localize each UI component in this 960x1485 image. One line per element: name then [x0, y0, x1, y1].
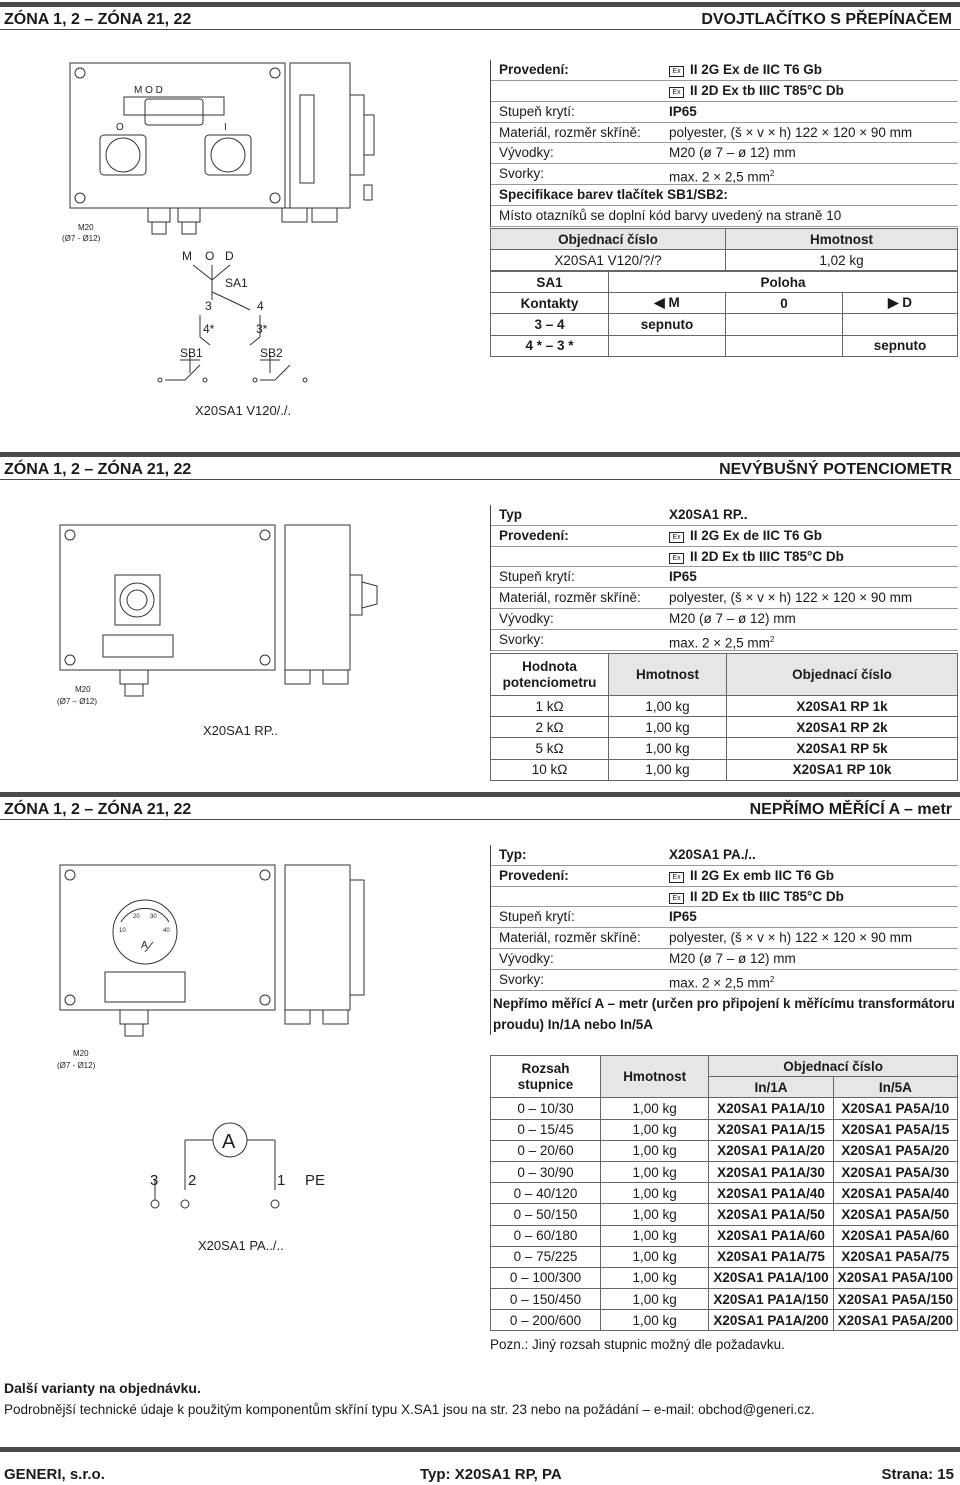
th-value-b: potenciometru: [502, 674, 597, 690]
more-variants: Další varianty na objednávku.: [4, 1380, 201, 1396]
svo-value: max. 2 × 2,5 mm: [669, 975, 770, 991]
sch-4s: 4*: [203, 322, 215, 336]
th-value-a: Hodnota: [522, 658, 577, 674]
pos-m: M: [668, 295, 680, 311]
dual-button-drawing: [60, 55, 480, 435]
table-cell: 1,00 kg: [601, 1225, 709, 1246]
meter-letter: A: [141, 940, 148, 951]
table-cell: 1,00 kg: [601, 1183, 709, 1204]
th-1a: In/1A: [709, 1077, 833, 1098]
vyv-key: Vývodky:: [499, 145, 554, 161]
scale-40: 40: [163, 928, 170, 934]
provedeni-v1: II 2G Ex de IIC T6 Gb: [690, 527, 823, 543]
provedeni-v1: II 2G Ex emb IIC T6 Gb: [690, 867, 835, 883]
table-row: [491, 1267, 958, 1288]
page-footer: [0, 1447, 960, 1485]
vyv-key: Vývodky:: [499, 950, 554, 966]
company-name: GENERI, s.r.o.: [4, 1466, 105, 1483]
typ-value: X20SA1 PA./..: [669, 847, 756, 862]
table-cell: X20SA1 PA5A/50: [833, 1204, 957, 1225]
table-cell: X20SA1 PA5A/30: [833, 1161, 957, 1182]
svo-sup: 2: [769, 169, 775, 179]
pos-o: O: [116, 122, 124, 133]
provedeni-key: Provedení:: [499, 62, 569, 77]
provedeni-key: Provedení:: [499, 867, 569, 883]
pos-r1: 3 – 4: [491, 314, 609, 335]
ammeter-table-note: Pozn.: Jiný rozsah stupnic možný dle požadavku.: [490, 1337, 785, 1352]
position-table: [490, 271, 958, 357]
ip-value: IP65: [669, 103, 697, 119]
table-cell: 1,00 kg: [601, 1267, 709, 1288]
table-row: [491, 1289, 958, 1310]
table-cell: 1 kΩ: [491, 696, 609, 717]
circuit-a: A: [222, 1131, 236, 1153]
svo-key: Svorky:: [499, 971, 545, 987]
mat-value: polyester, (š × v × h) 122 × 120 × 90 mm: [669, 590, 913, 606]
section-title: NEPŘÍMO MĚŘÍCÍ A – metr: [749, 801, 952, 818]
sch-3: 3: [205, 299, 212, 313]
table-cell: X20SA1 PA1A/50: [709, 1204, 833, 1225]
table-cell: X20SA1 PA1A/100: [709, 1267, 833, 1288]
zone-label: ZÓNA 1, 2 – ZÓNA 21, 22: [4, 11, 192, 28]
table-cell: 10 kΩ: [491, 759, 609, 780]
th-range-b: stupnice: [517, 1076, 574, 1092]
pos-d: D: [902, 295, 912, 311]
table-cell: X20SA1 PA1A/15: [709, 1119, 833, 1140]
spec-block-1: [490, 60, 958, 227]
table-cell: X20SA1 RP 2k: [727, 717, 958, 738]
table-cell: 1,00 kg: [601, 1098, 709, 1119]
mat-value: polyester, (š × v × h) 122 × 120 × 90 mm: [669, 124, 913, 140]
pos-i: I: [224, 122, 227, 133]
provedeni-v2: II 2D Ex tb IIIC T85°C Db: [690, 83, 844, 98]
vyv-key: Vývodky:: [499, 610, 554, 626]
provedeni-v2: II 2D Ex tb IIIC T85°C Db: [690, 548, 844, 564]
pos-sa1: SA1: [491, 272, 609, 293]
pos-kontakty: Kontakty: [491, 293, 609, 314]
table-row: [491, 1161, 958, 1182]
circuit-3: 3: [150, 1172, 159, 1189]
table-cell: 1,00 kg: [609, 738, 727, 759]
table-row: [491, 1246, 958, 1267]
table-cell: X20SA1 PA1A/200: [709, 1310, 833, 1331]
gland-dia: (Ø7 - Ø12): [57, 1061, 96, 1070]
table-cell: 0 – 15/45: [491, 1119, 601, 1140]
ip-key: Stupeň krytí:: [499, 909, 575, 925]
ip-key: Stupeň krytí:: [499, 103, 575, 119]
svo-key: Svorky:: [499, 631, 545, 647]
table-cell: X20SA1 PA1A/30: [709, 1161, 833, 1182]
mat-key: Materiál, rozměr skříně:: [499, 930, 641, 946]
zone-label: ZÓNA 1, 2 – ZÓNA 21, 22: [4, 801, 192, 818]
th-weight: Hmotnost: [601, 1056, 709, 1098]
table-cell: X20SA1 PA5A/20: [833, 1140, 957, 1161]
table-cell: 0 – 75/225: [491, 1246, 601, 1267]
ammeter-note: Nepřímo měřící A – metr (určen pro připojení k měřícímu transformátoru proudu) In/1A nebo In/5A: [493, 995, 955, 1032]
table-cell: 0 – 10/30: [491, 1098, 601, 1119]
typ-key: Typ: [499, 507, 522, 522]
table-cell: X20SA1 PA1A/20: [709, 1140, 833, 1161]
gland-label: M20: [73, 1049, 89, 1058]
table-row: [491, 717, 958, 738]
table-cell: X20SA1 RP 10k: [727, 759, 958, 780]
order-weight: 1,02 kg: [726, 250, 958, 271]
pos-zero: 0: [726, 293, 843, 314]
table-row: [491, 1183, 958, 1204]
scale-20: 20: [133, 914, 140, 920]
scale-30: 30: [150, 914, 157, 920]
colour-spec-title: Specifikace barev tlačítek SB1/SB2:: [491, 185, 958, 206]
sch-3s: 3*: [256, 322, 268, 336]
sch-sa1: SA1: [225, 276, 248, 290]
table-row: [491, 1098, 958, 1119]
table-cell: X20SA1 PA5A/10: [833, 1098, 957, 1119]
table-cell: X20SA1 PA5A/100: [833, 1267, 957, 1288]
circuit-2: 2: [188, 1172, 197, 1189]
table-cell: X20SA1 PA1A/150: [709, 1289, 833, 1310]
table-cell: 1,00 kg: [601, 1204, 709, 1225]
sch-sb1: SB1: [180, 346, 203, 360]
th-order: Objednací číslo: [491, 229, 726, 250]
sch-o: O: [205, 249, 215, 263]
ammeter-drawing: [55, 860, 475, 1260]
colour-spec-note: Místo otazníků se doplní kód barvy uvedený na straně 10: [491, 206, 958, 227]
footer-type: Typ: X20SA1 RP, PA: [420, 1466, 562, 1483]
typ-value: X20SA1 RP..: [669, 507, 748, 522]
sch-sb2: SB2: [260, 346, 283, 360]
vyv-value: M20 (ø 7 – ø 12) mm: [669, 610, 796, 626]
typ-key: Typ:: [499, 847, 527, 862]
section-header-1: [0, 2, 960, 30]
ammeter-table: [490, 1055, 958, 1331]
table-cell: 0 – 150/450: [491, 1289, 601, 1310]
table-cell: 1,00 kg: [609, 696, 727, 717]
table-cell: X20SA1 PA5A/15: [833, 1119, 957, 1140]
order-table-1: [490, 228, 958, 271]
table-cell: 1,00 kg: [601, 1310, 709, 1331]
mat-value: polyester, (š × v × h) 122 × 120 × 90 mm: [669, 930, 913, 946]
gland-label: M20: [78, 223, 94, 232]
gland-label: M20: [75, 685, 91, 694]
mat-key: Materiál, rozměr skříně:: [499, 124, 641, 140]
ex-hexagon-icon: Ex: [669, 553, 684, 564]
ex-hexagon-icon: Ex: [669, 532, 684, 543]
ip-key: Stupeň krytí:: [499, 569, 575, 585]
table-cell: X20SA1 PA1A/75: [709, 1246, 833, 1267]
table-cell: X20SA1 PA5A/75: [833, 1246, 957, 1267]
table-cell: 0 – 200/600: [491, 1310, 601, 1331]
table-cell: X20SA1 PA5A/60: [833, 1225, 957, 1246]
table-cell: 1,00 kg: [609, 717, 727, 738]
order-code: X20SA1 V120/?/?: [491, 250, 726, 271]
ip-value: IP65: [669, 909, 697, 925]
vyv-value: M20 (ø 7 – ø 12) mm: [669, 145, 796, 161]
th-5a: In/5A: [833, 1077, 957, 1098]
sch-d: D: [225, 249, 234, 263]
th-weight: Hmotnost: [609, 654, 727, 696]
table-cell: 0 – 50/150: [491, 1204, 601, 1225]
arrow-left-icon: ◀: [654, 295, 665, 311]
page-number: Strana: 15: [881, 1466, 954, 1483]
table-cell: 1,00 kg: [609, 759, 727, 780]
table-cell: X20SA1 PA5A/200: [833, 1310, 957, 1331]
table-cell: 0 – 30/90: [491, 1161, 601, 1182]
ex-hexagon-icon: Ex: [669, 87, 684, 98]
footer-info: Podrobnější technické údaje k použitým komponentům skříní typu X.SA1 jsou na str. 23 nebo na požádání – e-mail: obchod@generi.cz.: [4, 1402, 815, 1417]
table-cell: 0 – 100/300: [491, 1267, 601, 1288]
drawing-label: X20SA1 PA../..: [198, 1238, 284, 1253]
section-header-2: [0, 452, 960, 480]
switch-positions: M O D: [134, 85, 163, 96]
table-row: [491, 696, 958, 717]
scale-10: 10: [119, 928, 126, 934]
svo-sup: 2: [769, 634, 775, 644]
table-cell: 0 – 60/180: [491, 1225, 601, 1246]
table-cell: 5 kΩ: [491, 738, 609, 759]
table-row: [491, 1119, 958, 1140]
gland-dia: (Ø7 - Ø12): [62, 234, 101, 243]
section-title: DVOJTLAČÍTKO S PŘEPÍNAČEM: [701, 11, 952, 28]
drawing-label: X20SA1 RP..: [203, 723, 278, 738]
arrow-right-icon: ▶: [888, 295, 899, 311]
table-cell: X20SA1 PA1A/10: [709, 1098, 833, 1119]
table-row: [491, 1225, 958, 1246]
circuit-pe: PE: [305, 1172, 326, 1189]
svo-key: Svorky:: [499, 166, 545, 182]
table-cell: X20SA1 RP 5k: [727, 738, 958, 759]
table-cell: X20SA1 PA5A/150: [833, 1289, 957, 1310]
pos-poloha: Poloha: [609, 272, 958, 293]
vyv-value: M20 (ø 7 – ø 12) mm: [669, 950, 796, 966]
table-cell: X20SA1 PA1A/40: [709, 1183, 833, 1204]
table-cell: 1,00 kg: [601, 1289, 709, 1310]
spec-block-3: [490, 845, 958, 1035]
ex-hexagon-icon: Ex: [669, 872, 684, 883]
table-cell: 2 kΩ: [491, 717, 609, 738]
table-cell: 1,00 kg: [601, 1140, 709, 1161]
provedeni-v1: II 2G Ex de IIC T6 Gb: [690, 62, 823, 77]
table-cell: X20SA1 PA1A/60: [709, 1225, 833, 1246]
th-order: Objednací číslo: [709, 1056, 958, 1077]
table-cell: 0 – 20/60: [491, 1140, 601, 1161]
svo-value: max. 2 × 2,5 mm: [669, 169, 770, 185]
ex-hexagon-icon: Ex: [669, 893, 684, 904]
section-title: NEVÝBUŠNÝ POTENCIOMETR: [719, 461, 952, 478]
table-row: [491, 1204, 958, 1225]
spec-block-2: [490, 505, 958, 651]
ip-value: IP65: [669, 569, 697, 585]
table-cell: 1,00 kg: [601, 1119, 709, 1140]
pos-r1v: sepnuto: [609, 314, 726, 335]
sch-m: M: [182, 249, 192, 263]
table-row: [491, 1140, 958, 1161]
table-row: [491, 738, 958, 759]
provedeni-key: Provedení:: [499, 527, 569, 543]
ex-hexagon-icon: Ex: [669, 66, 684, 77]
mat-key: Materiál, rozměr skříně:: [499, 590, 641, 606]
table-cell: 1,00 kg: [601, 1246, 709, 1267]
table-cell: 0 – 40/120: [491, 1183, 601, 1204]
pos-r2v: sepnuto: [843, 335, 958, 356]
th-weight: Hmotnost: [726, 229, 958, 250]
svo-sup: 2: [769, 974, 775, 984]
th-range-a: Rozsah: [521, 1060, 570, 1076]
provedeni-v2: II 2D Ex tb IIIC T85°C Db: [690, 888, 844, 904]
drawing-label: X20SA1 V120/./.: [195, 403, 292, 418]
table-cell: 1,00 kg: [601, 1161, 709, 1182]
section-header-3: [0, 792, 960, 820]
sch-4: 4: [257, 299, 264, 313]
table-row: [491, 1310, 958, 1331]
circuit-1: 1: [277, 1172, 286, 1189]
pos-r2: 4 * – 3 *: [491, 335, 609, 356]
zone-label: ZÓNA 1, 2 – ZÓNA 21, 22: [4, 461, 192, 478]
table-cell: X20SA1 RP 1k: [727, 696, 958, 717]
svo-value: max. 2 × 2,5 mm: [669, 635, 770, 651]
table-row: [491, 759, 958, 780]
gland-dia: (Ø7 – Ø12): [57, 697, 98, 706]
potentiometer-table: [490, 653, 958, 781]
potentiometer-drawing: [55, 520, 475, 750]
table-cell: X20SA1 PA5A/40: [833, 1183, 957, 1204]
th-order: Objednací číslo: [727, 654, 958, 696]
